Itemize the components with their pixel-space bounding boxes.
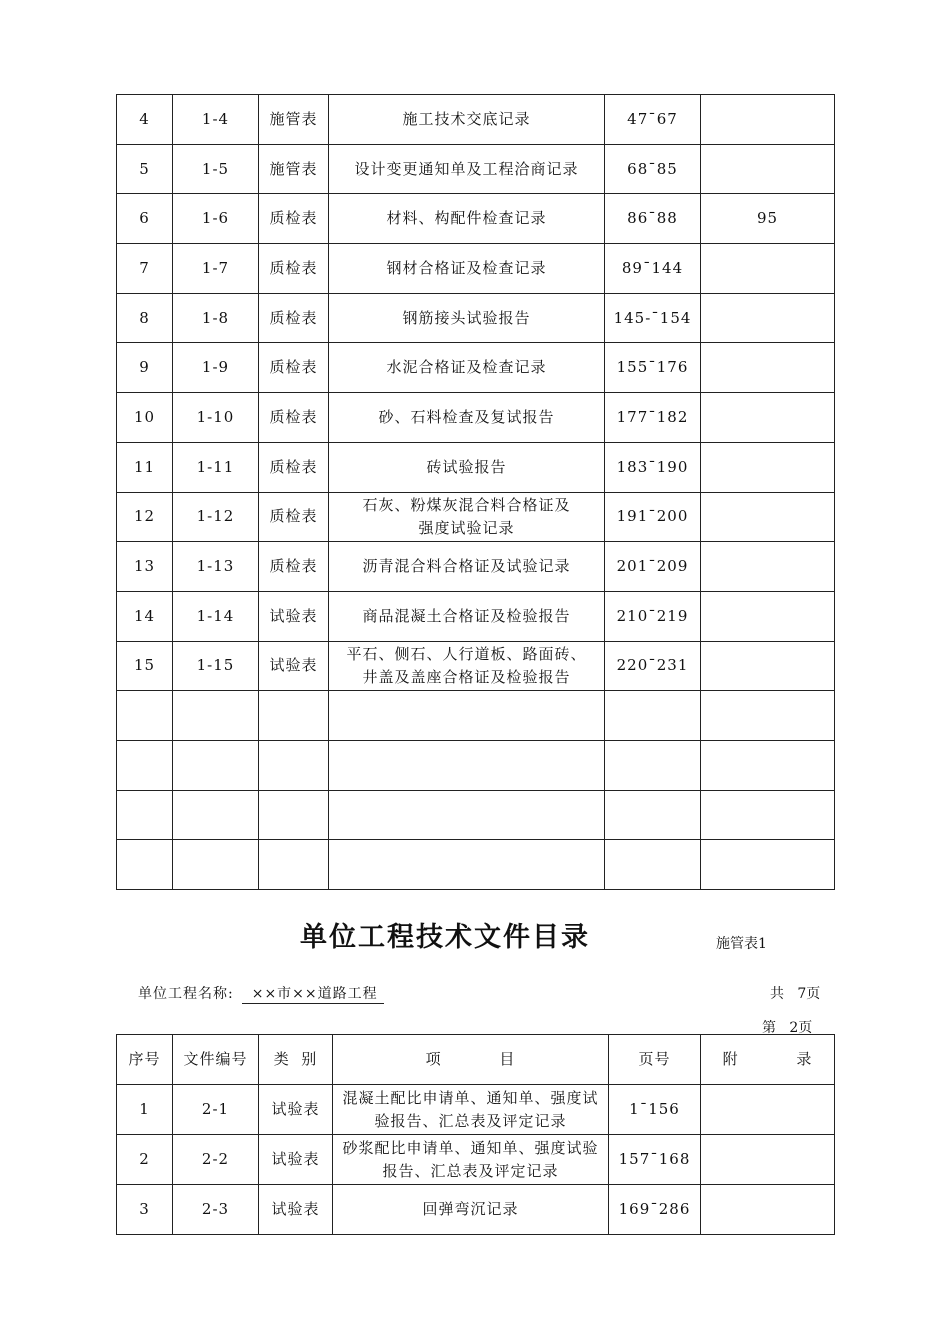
cell-item <box>329 740 605 790</box>
cell-code: 1-7 <box>173 244 259 294</box>
cell-item-line: 钢材合格证及检查记录 <box>386 258 547 277</box>
cell-pages: 1¯156 <box>609 1085 701 1135</box>
cell-seq: 1 <box>117 1085 173 1135</box>
cell-pages: 183¯190 <box>605 442 701 492</box>
cell-appendix <box>701 591 835 641</box>
cell-pages <box>605 790 701 840</box>
table-row <box>117 591 835 641</box>
document-title: 单位工程技术文件目录 <box>300 922 590 953</box>
table-header-row <box>117 1035 835 1085</box>
cell-item <box>329 95 605 145</box>
cell-pages: 89¯144 <box>605 244 701 294</box>
table-row <box>117 144 835 194</box>
cell-appendix <box>701 393 835 443</box>
cell-pages: 201¯209 <box>605 542 701 592</box>
table-row <box>117 1085 835 1135</box>
cell-item-line: 强度试验记录 <box>418 518 515 537</box>
page-number: 第 2页 <box>762 1020 813 1036</box>
cell-seq: 4 <box>117 95 173 145</box>
cell-appendix <box>701 691 835 741</box>
cell-code <box>173 840 259 890</box>
cell-pages: 86¯88 <box>605 194 701 244</box>
cell-item-line: 砖试验报告 <box>426 457 507 476</box>
table-row <box>117 492 835 542</box>
cell-item-line: 水泥合格证及检查记录 <box>386 358 547 377</box>
cell-item <box>329 343 605 393</box>
cell-code: 2-3 <box>173 1185 259 1235</box>
table-row <box>117 542 835 592</box>
cell-item <box>329 393 605 443</box>
table-row <box>117 194 835 244</box>
cell-category: 质检表 <box>259 542 329 592</box>
cell-category: 质检表 <box>259 293 329 343</box>
cell-pages: 210¯219 <box>605 591 701 641</box>
cell-item <box>329 492 605 542</box>
cell-pages <box>605 691 701 741</box>
cell-item <box>329 542 605 592</box>
cell-item-line: 回弹弯沉记录 <box>422 1200 519 1218</box>
cell-item-line: 施工技术交底记录 <box>402 109 531 128</box>
cell-item-line: 商品混凝土合格证及检验报告 <box>362 606 571 625</box>
cell-item-line: 混凝土配比申请单、通知单、强度试 <box>342 1088 599 1107</box>
cell-seq: 5 <box>117 144 173 194</box>
cell-appendix <box>701 840 835 890</box>
cell-code: 1-13 <box>173 542 259 592</box>
table-row-empty <box>117 790 835 840</box>
form-code: 施管表1 <box>716 936 767 952</box>
cell-seq: 2 <box>117 1135 173 1185</box>
cell-item-line: 平石、侧石、人行道板、路面砖、 <box>346 644 587 663</box>
cell-category <box>259 840 329 890</box>
cell-item <box>329 293 605 343</box>
cell-item-line: 钢筋接头试验报告 <box>402 308 531 327</box>
cell-code: 1-12 <box>173 492 259 542</box>
cell-item-line: 报告、汇总表及评定记录 <box>382 1161 559 1180</box>
unit-project-label: 单位工程名称: <box>138 986 234 1002</box>
table-row <box>117 641 835 691</box>
table-row <box>117 393 835 443</box>
cell-category: 施管表 <box>259 144 329 194</box>
cell-code <box>173 790 259 840</box>
cell-pages: 157¯168 <box>609 1135 701 1185</box>
cell-appendix <box>701 95 835 145</box>
catalog-table-continued <box>116 94 835 890</box>
cell-seq: 11 <box>117 442 173 492</box>
cell-seq <box>117 840 173 890</box>
cell-appendix <box>701 542 835 592</box>
cell-pages <box>605 740 701 790</box>
cell-category: 施管表 <box>259 95 329 145</box>
table-row <box>117 95 835 145</box>
cell-category <box>259 740 329 790</box>
cell-item <box>333 1085 609 1135</box>
table-row <box>117 293 835 343</box>
cell-item <box>329 244 605 294</box>
cell-item <box>329 641 605 691</box>
cell-category: 质检表 <box>259 244 329 294</box>
cell-seq: 10 <box>117 393 173 443</box>
cell-item <box>333 1185 609 1235</box>
cell-item-line: 材料、构配件检查记录 <box>386 209 547 228</box>
cell-item <box>329 691 605 741</box>
cell-item-line: 石灰、粉煤灰混合料合格证及 <box>362 495 571 514</box>
cell-appendix <box>701 492 835 542</box>
cell-seq <box>117 740 173 790</box>
cell-category: 质检表 <box>259 492 329 542</box>
cell-item-line: 验报告、汇总表及评定记录 <box>374 1111 567 1130</box>
table-row <box>117 343 835 393</box>
cell-appendix <box>701 244 835 294</box>
cell-seq: 12 <box>117 492 173 542</box>
cell-code: 1-5 <box>173 144 259 194</box>
catalog-table-body <box>117 95 835 890</box>
cell-seq <box>117 691 173 741</box>
cell-code: 1-9 <box>173 343 259 393</box>
cell-seq: 7 <box>117 244 173 294</box>
cell-code: 1-15 <box>173 641 259 691</box>
cell-appendix <box>701 641 835 691</box>
header-appendix: 附 录 <box>701 1035 835 1085</box>
cell-item <box>329 194 605 244</box>
table-row-empty <box>117 740 835 790</box>
catalog-table-body <box>117 1085 835 1235</box>
header-code: 文件编号 <box>173 1035 259 1085</box>
header-seq: 序号 <box>117 1035 173 1085</box>
cell-item-line: 砂、石料检查及复试报告 <box>378 407 555 426</box>
cell-appendix <box>701 144 835 194</box>
cell-code: 1-4 <box>173 95 259 145</box>
cell-appendix <box>701 1135 835 1185</box>
cell-item <box>329 790 605 840</box>
cell-appendix <box>701 790 835 840</box>
cell-category: 质检表 <box>259 393 329 443</box>
cell-item <box>333 1135 609 1185</box>
cell-code: 1-6 <box>173 194 259 244</box>
cell-pages: 220¯231 <box>605 641 701 691</box>
cell-appendix <box>701 740 835 790</box>
cell-seq: 9 <box>117 343 173 393</box>
cell-item <box>329 591 605 641</box>
header-pages: 页号 <box>609 1035 701 1085</box>
cell-code <box>173 740 259 790</box>
cell-code: 1-8 <box>173 293 259 343</box>
cell-category: 试验表 <box>259 1085 333 1135</box>
cell-category <box>259 790 329 840</box>
header-category: 类 别 <box>259 1035 333 1085</box>
cell-seq: 6 <box>117 194 173 244</box>
cell-pages: 177¯182 <box>605 393 701 443</box>
unit-project-name: ××市××道路工程 <box>242 983 384 1004</box>
cell-pages: 145-¯154 <box>605 293 701 343</box>
cell-pages: 169¯286 <box>609 1185 701 1235</box>
cell-code <box>173 691 259 741</box>
cell-category <box>259 691 329 741</box>
unit-project-line <box>138 983 384 1004</box>
table-row <box>117 1135 835 1185</box>
cell-pages: 68¯85 <box>605 144 701 194</box>
table-row <box>117 442 835 492</box>
cell-category: 试验表 <box>259 1185 333 1235</box>
table-row <box>117 1185 835 1235</box>
cell-item-line: 沥青混合料合格证及试验记录 <box>362 557 571 576</box>
cell-pages: 191¯200 <box>605 492 701 542</box>
cell-category: 质检表 <box>259 343 329 393</box>
cell-appendix <box>701 293 835 343</box>
catalog-table <box>116 1034 835 1235</box>
cell-item <box>329 144 605 194</box>
cell-appendix <box>701 1085 835 1135</box>
cell-seq <box>117 790 173 840</box>
table-row <box>117 244 835 294</box>
cell-item <box>329 442 605 492</box>
cell-seq: 8 <box>117 293 173 343</box>
cell-appendix <box>701 442 835 492</box>
cell-appendix: 95 <box>701 194 835 244</box>
cell-appendix <box>701 343 835 393</box>
cell-code: 2-1 <box>173 1085 259 1135</box>
cell-code: 2-2 <box>173 1135 259 1185</box>
cell-item-line: 设计变更通知单及工程洽商记录 <box>354 159 579 178</box>
cell-code: 1-14 <box>173 591 259 641</box>
cell-pages: 47¯67 <box>605 95 701 145</box>
cell-code: 1-10 <box>173 393 259 443</box>
total-pages: 共 7页 <box>770 986 821 1002</box>
cell-code: 1-11 <box>173 442 259 492</box>
cell-item-line: 井盖及盖座合格证及检验报告 <box>362 667 571 686</box>
cell-appendix <box>701 1185 835 1235</box>
cell-category: 质检表 <box>259 194 329 244</box>
cell-seq: 13 <box>117 542 173 592</box>
cell-pages <box>605 840 701 890</box>
cell-seq: 3 <box>117 1185 173 1235</box>
cell-category: 试验表 <box>259 591 329 641</box>
cell-seq: 15 <box>117 641 173 691</box>
cell-category: 试验表 <box>259 1135 333 1185</box>
cell-item <box>329 840 605 890</box>
cell-item-line: 砂浆配比申请单、通知单、强度试验 <box>342 1138 599 1157</box>
cell-category: 试验表 <box>259 641 329 691</box>
cell-seq: 14 <box>117 591 173 641</box>
cell-category: 质检表 <box>259 442 329 492</box>
table-row-empty <box>117 840 835 890</box>
table-row-empty <box>117 691 835 741</box>
cell-pages: 155¯176 <box>605 343 701 393</box>
header-item: 项 目 <box>333 1035 609 1085</box>
